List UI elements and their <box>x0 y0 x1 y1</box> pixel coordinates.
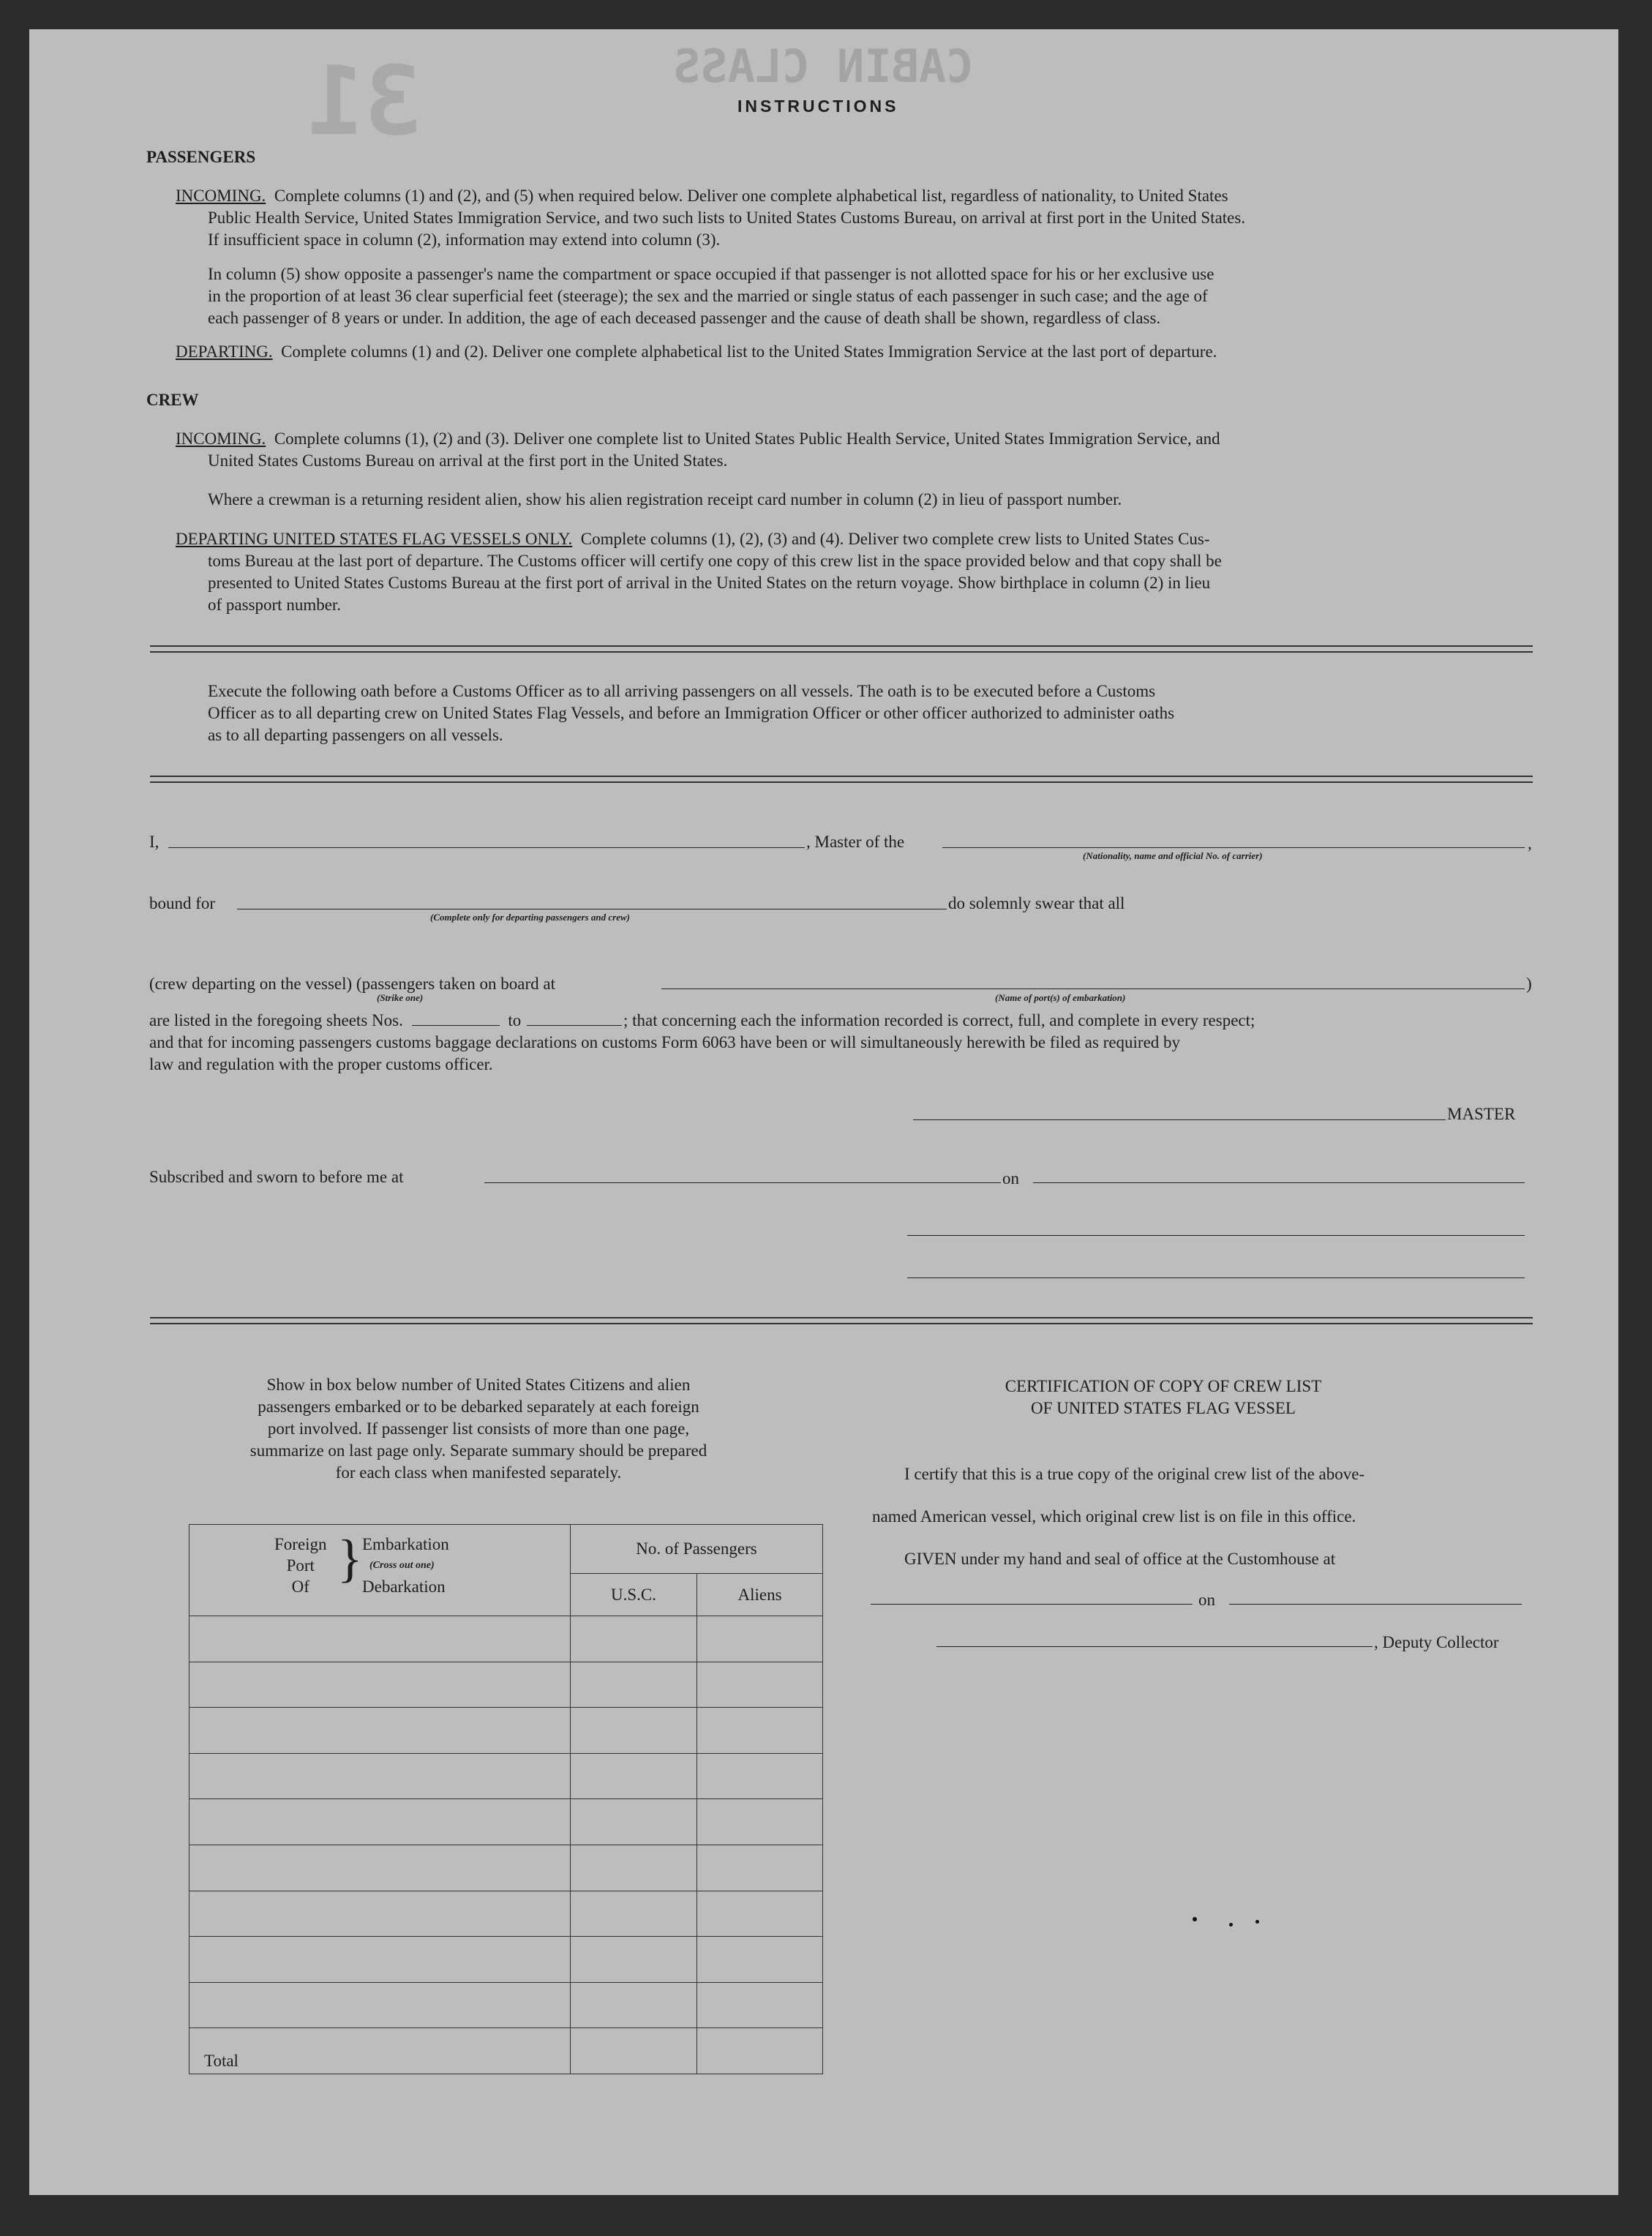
certification-line-1: I certify that this is a true copy of the original crew list of the above- <box>904 1465 1365 1483</box>
table-row[interactable] <box>189 1799 571 1845</box>
cabin-class-stamp: CABIN CLASS <box>673 40 974 93</box>
incoming-label: INCOMING. <box>176 187 266 205</box>
oath-i-label: I, <box>149 833 159 851</box>
bound-for-caption: (Complete only for departing passengers and crew) <box>430 912 630 923</box>
swear-label: do solemnly swear that all <box>948 894 1125 912</box>
page-title: INSTRUCTIONS <box>737 97 899 116</box>
table-row[interactable] <box>189 1616 571 1662</box>
form-sheet <box>29 29 1618 2195</box>
passengers-heading: PASSENGERS <box>146 148 256 166</box>
listed-sheets-text: are listed in the foregoing sheets Nos. to ; that concerning each the information recorded is correct, full, and complete in every respect; and that for incoming passengers customs baggage declarations on customs Form 6063 have been or will simultaneously herewith be filed as required by law and regulation with the proper customs officer. <box>149 1011 1255 1073</box>
divider-3 <box>150 1317 1533 1324</box>
master-signature-field[interactable] <box>913 1119 1446 1120</box>
certification-title: CERTIFICATION OF COPY OF CREW LIST OF UNITED STATES FLAG VESSEL <box>1005 1377 1322 1417</box>
passenger-summary-table <box>189 1524 823 2074</box>
subscribed-place-field[interactable] <box>484 1182 1001 1183</box>
master-of-the-label: , Master of the <box>806 833 905 851</box>
departing-label: DEPARTING. <box>176 342 273 361</box>
passengers-incoming: INCOMING. Complete columns (1) and (2), and (5) when required below. Deliver one complete alphabetical list, regardless of nationality, to United States Public Health Service, United States Immigration Service, and two such lists to United States Customs Bureau, on arrival at first port in the United States. If insufficient space in column (2), information may extend into column (3). <box>176 187 1246 249</box>
bound-for-label: bound for <box>149 894 216 912</box>
port-label: Port <box>286 1556 315 1575</box>
table-row[interactable] <box>189 1937 571 1983</box>
foreign-label: Foreign <box>274 1535 327 1553</box>
crew-heading: CREW <box>146 391 199 409</box>
crew-incoming-label: INCOMING. <box>176 429 266 448</box>
carrier-caption: (Nationality, name and official No. of carrier) <box>1083 850 1263 861</box>
table-row[interactable] <box>189 1891 571 1937</box>
deputy-collector-label: , Deputy Collector <box>1374 1633 1499 1651</box>
crew-departing: DEPARTING UNITED STATES FLAG VESSELS ONLY. Complete columns (1), (2), (3) and (4). Deliver two complete crew lists to United States Cus- toms Bureau at the last port of departure. The Customs officer will certify one copy of this crew list in the space provided below and that copy shall be presented to United States Customs Bureau at the first port of arrival in the United States on the return voyage. Show birthplace in column (2) in lieu of passport number. <box>176 530 1222 614</box>
total-label: Total <box>189 2028 571 2074</box>
master-label: MASTER <box>1447 1105 1516 1123</box>
divider-1 <box>150 645 1533 653</box>
crew-departing-label: DEPARTING UNITED STATES FLAG VESSELS ONLY. <box>176 530 573 548</box>
comma: , <box>1528 834 1532 852</box>
table-row[interactable] <box>189 1662 571 1708</box>
close-paren: ) <box>1526 975 1532 993</box>
ports-caption: (Name of port(s) of embarkation) <box>995 992 1126 1003</box>
cross-out-label: (Cross out one) <box>369 1560 435 1571</box>
sheet-to-field[interactable] <box>527 1025 622 1026</box>
pen-mark <box>1255 1920 1259 1924</box>
subscribed-on-label: on <box>1002 1169 1019 1188</box>
strike-one-caption: (Strike one) <box>377 992 424 1003</box>
certification-date-field[interactable] <box>1229 1604 1522 1605</box>
total-usc-cell[interactable] <box>571 2028 697 2074</box>
oath-instructions: Execute the following oath before a Customs Officer as to all arriving passengers on all vessels. The oath is to be executed before a Customs Officer as to all departing crew on United States Flag Vessels, and before an Immigration Officer or other officer authorized to administer oaths as to all departing passengers on all vessels. <box>208 682 1175 744</box>
debarkation-label: Debarkation <box>362 1577 446 1596</box>
table-row[interactable] <box>189 1982 571 2028</box>
officer-signature-field-1[interactable] <box>907 1235 1525 1236</box>
subscribed-date-field[interactable] <box>1033 1182 1525 1183</box>
port-header <box>189 1525 571 1616</box>
passengers-departing: DEPARTING. Complete columns (1) and (2). Deliver one complete alphabetical list to the United States Immigration Service at the last port of departure. <box>176 342 1217 361</box>
pen-mark <box>1193 1917 1197 1921</box>
crew-departing-label-oath: (crew departing on the vessel) (passengers taken on board at <box>149 975 555 993</box>
deputy-collector-field[interactable] <box>936 1646 1373 1647</box>
subscribed-label: Subscribed and sworn to before me at <box>149 1168 404 1186</box>
total-aliens-cell[interactable] <box>697 2028 823 2074</box>
certification-line-2: named American vessel, which original crew list is on file in this office. <box>872 1507 1356 1526</box>
customhouse-field[interactable] <box>871 1604 1193 1605</box>
master-name-field[interactable] <box>168 847 805 848</box>
table-row[interactable] <box>189 1845 571 1891</box>
crew-incoming: INCOMING. Complete columns (1), (2) and (3). Deliver one complete list to United States Public Health Service, United States Immigration Service, and United States Customs Bureau on arrival at the first port in the United States. <box>176 429 1220 470</box>
embarkation-label: Embarkation <box>362 1535 449 1553</box>
of-label: Of <box>291 1577 309 1596</box>
usc-header: U.S.C. <box>571 1573 697 1616</box>
table-row[interactable] <box>189 1708 571 1754</box>
certification-line-3: GIVEN under my hand and seal of office at the Customhouse at <box>904 1550 1336 1568</box>
divider-2 <box>150 776 1533 783</box>
page-number-stamp: 31 <box>307 45 422 157</box>
crew-resident-text: Where a crewman is a returning resident alien, show his alien registration receipt card number in column (2) in lieu of passport number. <box>208 490 1122 509</box>
pen-mark <box>1229 1923 1233 1927</box>
sheet-from-field[interactable] <box>412 1025 500 1026</box>
no-of-passengers-header: No. of Passengers <box>571 1525 823 1574</box>
ports-field[interactable] <box>661 988 1525 989</box>
brace: } <box>337 1529 363 1588</box>
carrier-field[interactable] <box>942 847 1525 848</box>
table-row[interactable] <box>189 1753 571 1799</box>
passengers-column5-text: In column (5) show opposite a passenger's name the compartment or space occupied if that passenger is not allotted space for his or her exclusive use in the proportion of at least 36 clear superficial feet (steerage); the sex and the married or single status of each passenger in such case; and the age of each passenger of 8 years or under. In addition, the age of each deceased passenger and the cause of death shall be shown, regardless of class. <box>208 265 1214 327</box>
aliens-header: Aliens <box>697 1573 823 1616</box>
certification-on-label: on <box>1198 1591 1215 1609</box>
summary-instructions: Show in box below number of United States Citizens and alien passengers embarked or to be debarked separately at each foreign port involved. If passenger list consists of more than one page, summarize on last page only. Separate summary should be prepared for each class when manifested separately. <box>249 1376 707 1482</box>
